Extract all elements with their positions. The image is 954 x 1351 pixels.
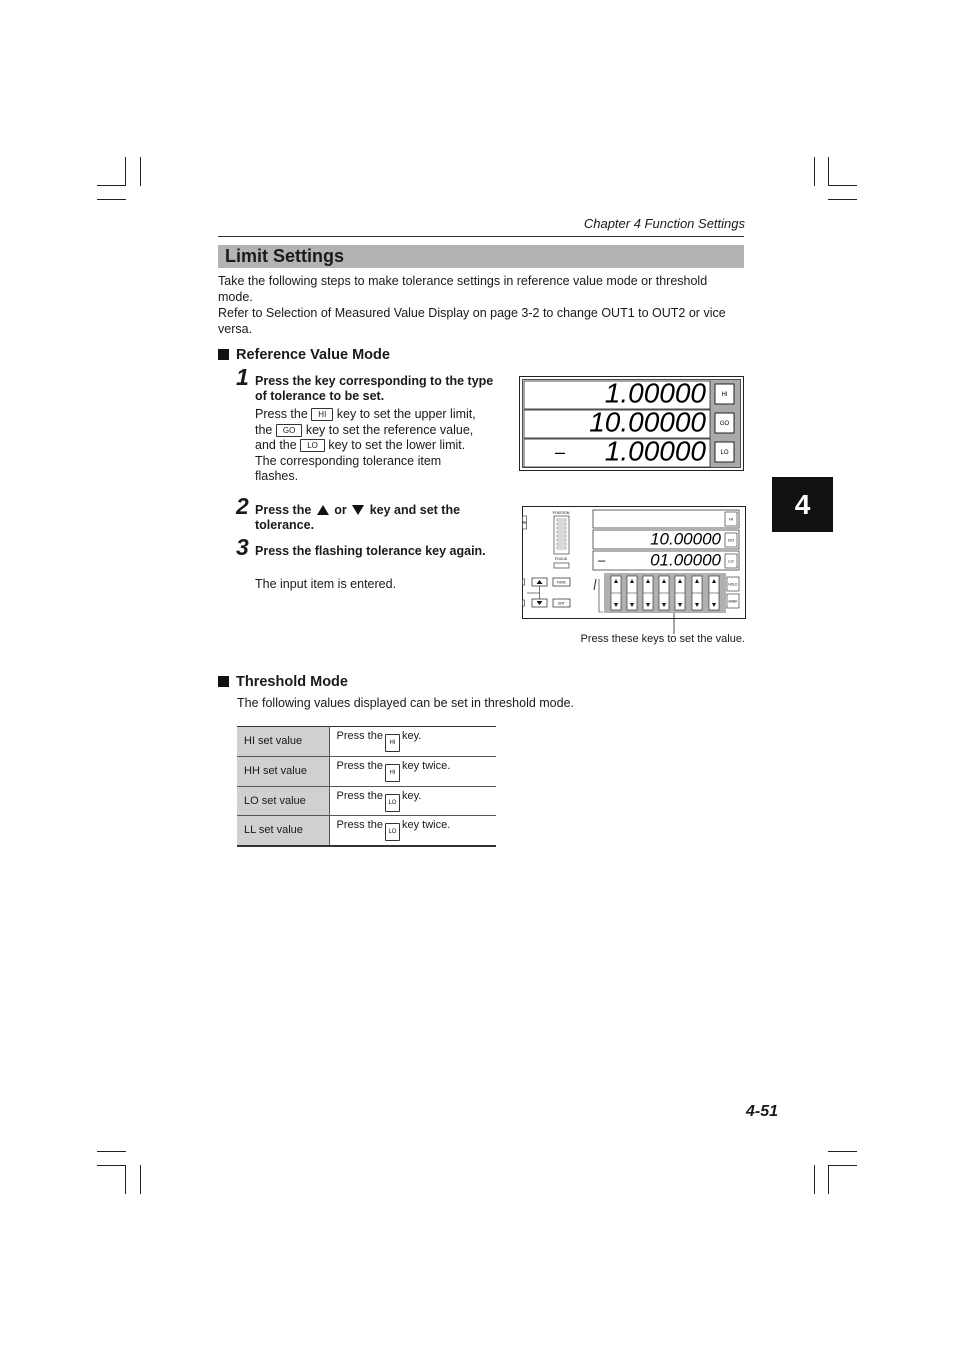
func-key-label: FUNC [556,580,567,585]
lo-key: LO [385,794,400,812]
intro-line-2: Refer to Selection of Measured Value Display on page 3-2 to change OUT1 to OUT2 or vice versa. [218,306,726,336]
table-action: Press theLOkey twice. [329,816,496,846]
digit-key-column[interactable] [627,576,637,610]
panel-row-go [593,529,739,549]
table-label: HI set value [237,727,329,757]
display-row-hi [524,377,734,409]
table-row [237,756,496,786]
digit-key-column[interactable] [675,576,685,610]
display-row-value: 1.00000 [604,377,706,409]
controller-panel [519,506,747,646]
threshold-mode-heading: Threshold Mode [218,674,348,690]
position-label: POSITION [552,511,570,515]
focus-indicator [554,563,569,568]
focus-label: FOCUS [554,557,568,561]
go-key: GO [276,424,302,437]
panel-row-sign: – [598,552,606,568]
step-1-title: Press the key corresponding to the type of tolerance to be set. [255,374,494,403]
chapter-header: Chapter 4 Function Settings [583,216,745,231]
display-row-lo [524,435,734,467]
up-arrow-icon [317,505,329,515]
down-arrow-icon [352,505,364,515]
hold-key-label: HOLD [728,582,738,587]
panel-row-lo [593,550,739,570]
step-3-body: The input item is entered. [255,577,397,591]
hi-key-label: HI [729,516,733,522]
table-label: HH set value [237,756,329,786]
digit-key-column[interactable] [692,576,702,610]
section-title-bar [218,245,744,268]
step-3-number: 3 [236,534,249,560]
table-action: Press theHIkey twice. [329,756,496,786]
lo-key-label: LO [728,558,734,564]
square-bullet-icon [218,676,229,687]
display-row-value: 1.00000 [604,435,706,467]
go-key-label: GO [719,421,730,428]
header-rule [218,236,744,237]
lo-key: LO [300,439,325,452]
digit-key-column[interactable] [643,576,653,610]
hi-key-label: HI [721,392,728,399]
lo-key: LO [385,823,400,841]
display-row-go [524,406,734,438]
bank-key-label: BANK [728,599,738,604]
intro-line-1: Take the following steps to make tolerance settings in reference value mode or threshold mode. [218,274,708,304]
lo-key-label: LO [720,450,729,457]
threshold-intro: The following values displayed can be set in threshold mode. [237,696,575,710]
table-action: Press theLOkey. [329,786,496,816]
hi-key: HI [311,408,333,421]
section-title: Limit Settings [225,246,345,266]
panel-row-value: 01.00000 [650,550,721,570]
table-row [237,816,496,846]
display-row-value: 10.00000 [589,406,706,438]
table-label: LL set value [237,816,329,846]
display-row-sign: – [555,441,566,462]
digit-key-column[interactable] [659,576,669,610]
table-row [237,727,496,757]
intro-text [218,273,744,337]
chapter-tab: 4 [772,477,833,532]
ent-key-label: ENT [558,601,565,606]
page-number: 4-51 [745,1103,778,1120]
digit-key-column[interactable] [611,576,621,610]
hi-key: HI [385,764,400,782]
step-3-title: Press the flashing tolerance key again. [255,544,486,558]
square-bullet-icon [218,349,229,360]
table-action: Press theHIkey. [329,727,496,757]
reference-mode-heading: Reference Value Mode [218,347,390,363]
step-1-number: 1 [236,364,249,390]
threshold-table [237,726,496,847]
position-bar-graph [554,516,569,554]
go-key-label: GO [727,537,735,543]
panel-caption: Press these keys to set the value. [580,633,745,645]
panel-row-hi [593,510,739,528]
step-2-title: Press the or key and set the tolerance. [255,503,461,532]
step-1-body: Press the HI key to set the upper limit, the GO key to set the reference value, and the LO key to set the lower limit. The corresponding tolerance item flashes. [255,407,476,484]
step-2-number: 2 [236,493,249,519]
table-row [237,786,496,816]
tolerance-display [519,376,744,471]
digit-key-column[interactable] [709,576,719,610]
panel-row-value: 10.00000 [650,529,721,549]
hi-key: HI [385,734,400,752]
table-label: LO set value [237,786,329,816]
